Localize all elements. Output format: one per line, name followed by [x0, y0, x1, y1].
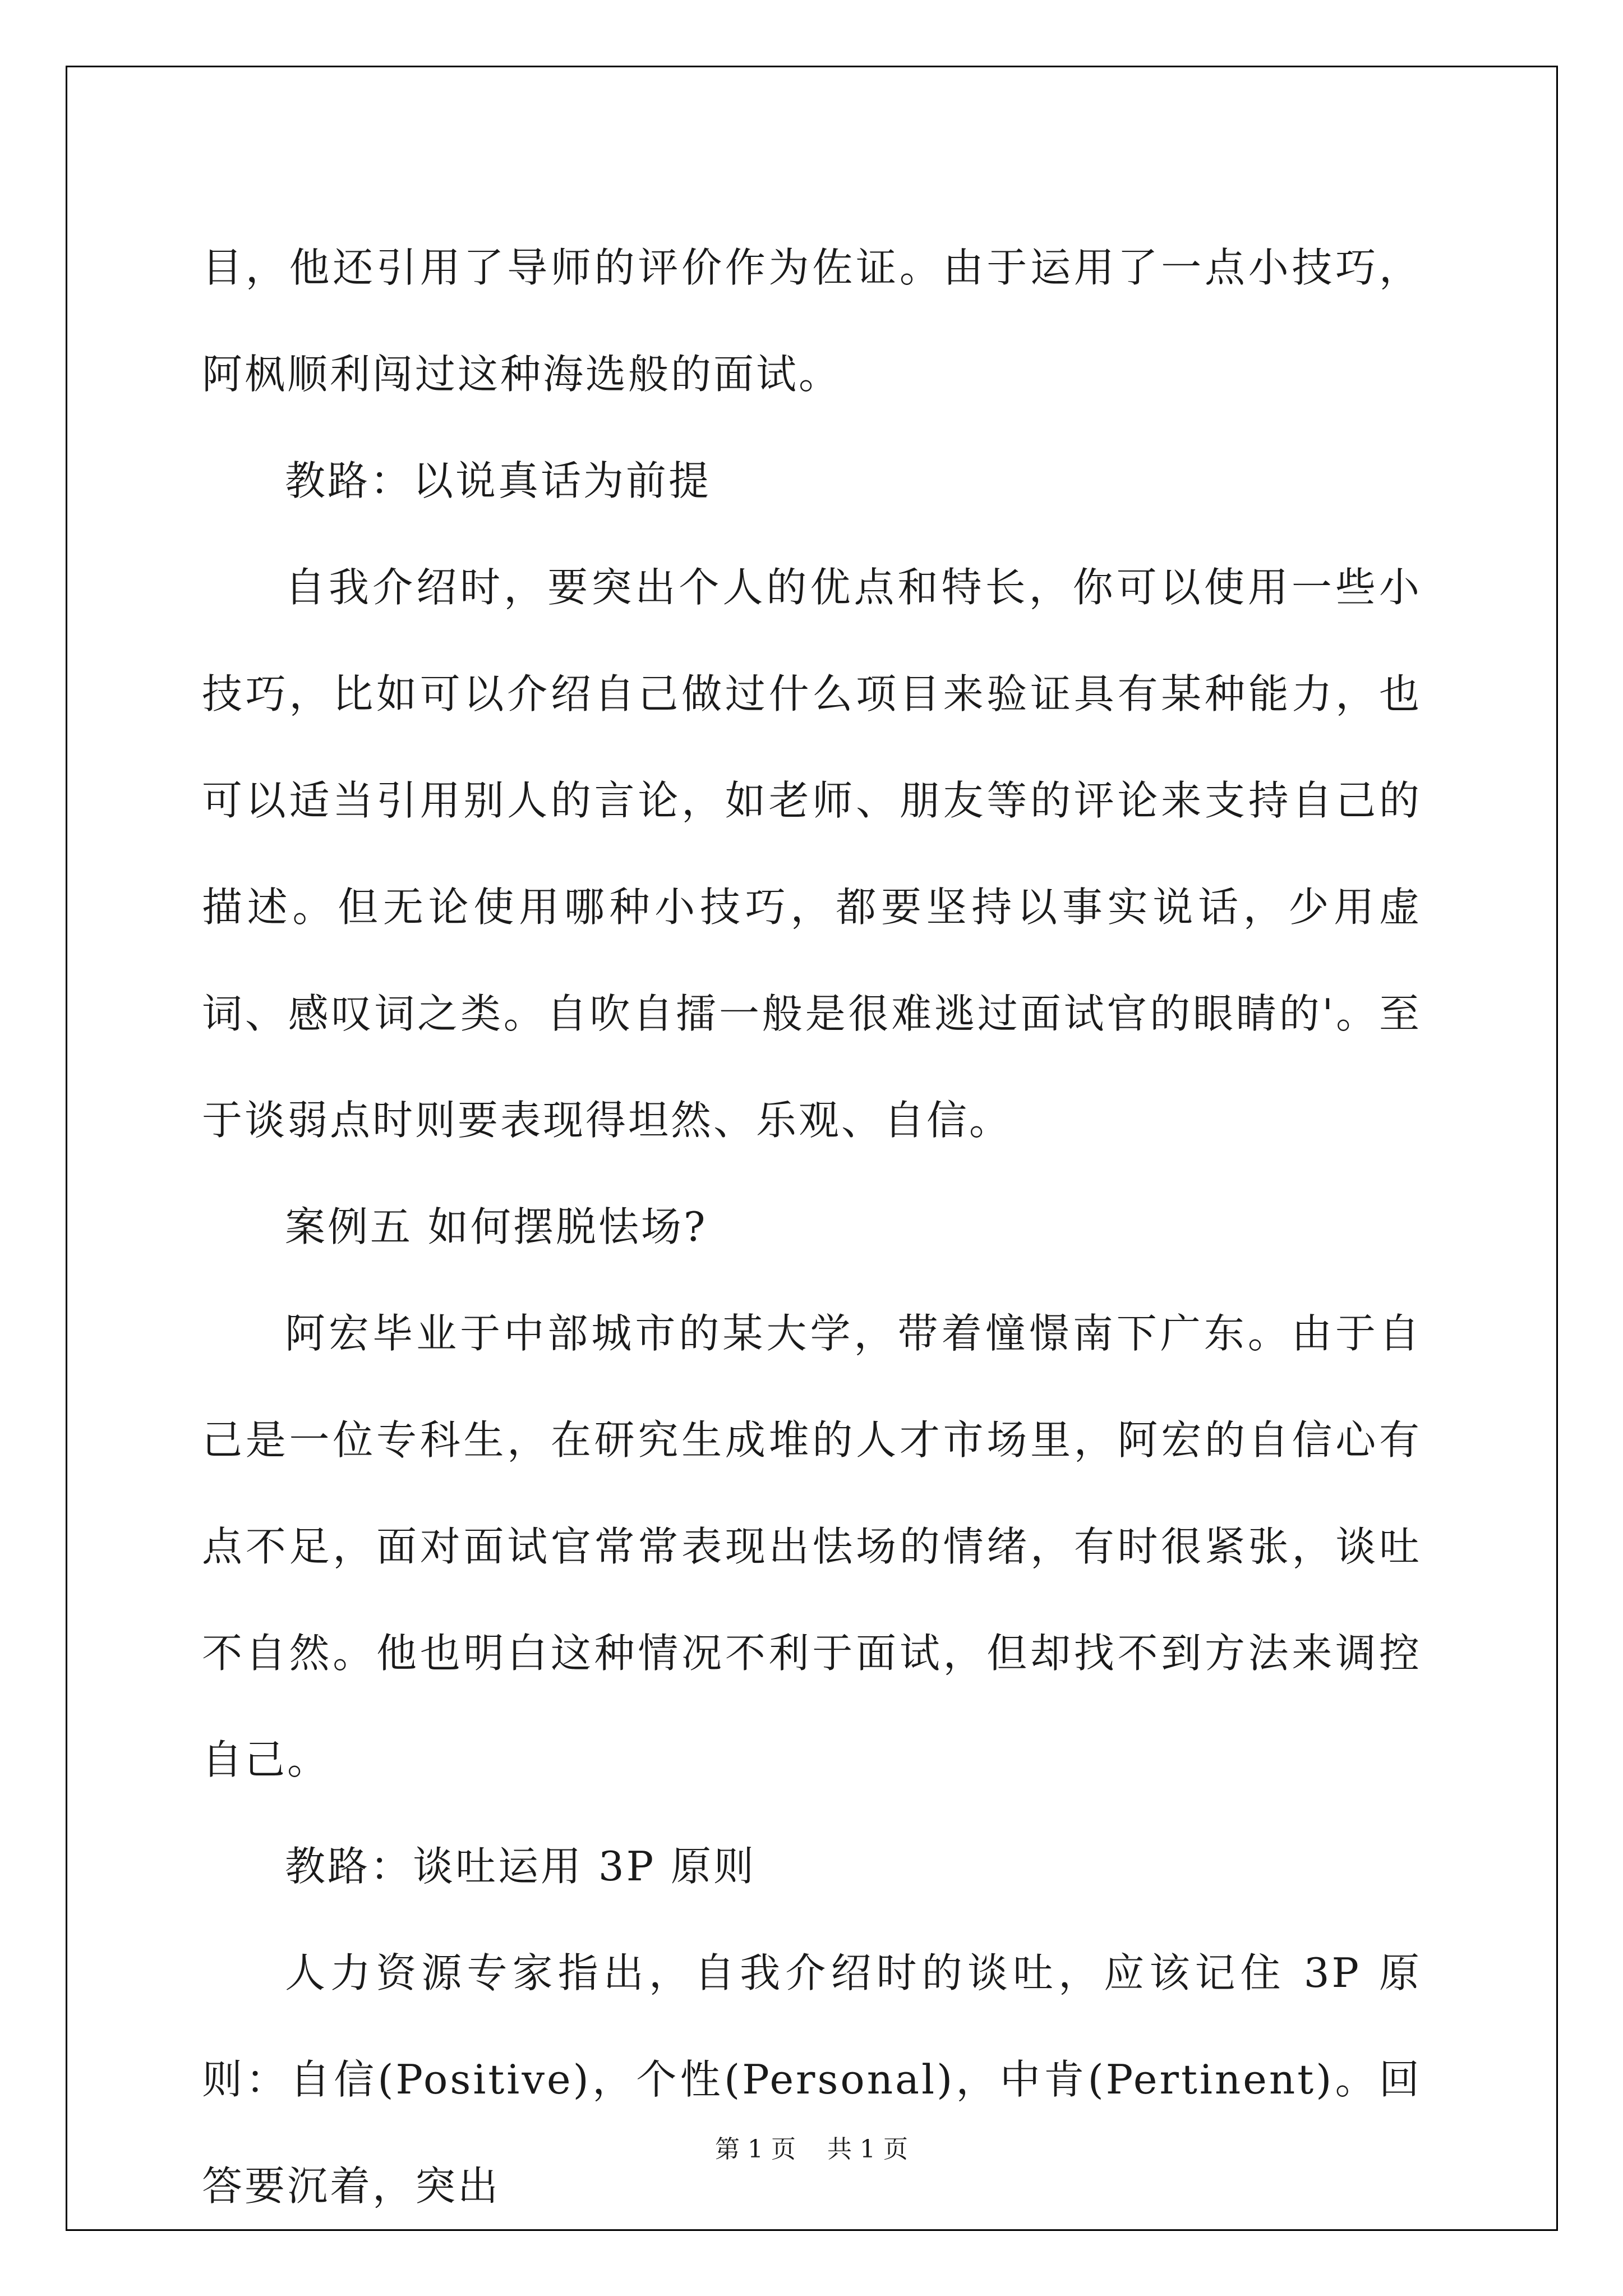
paragraph-heading: 教路：以说真话为前提 — [285, 457, 712, 504]
paragraph: 阿宏毕业于中部城市的某大学，带着憧憬南下广东。由于自己是一位专科生，在研究生成堆的人才市场里，阿宏的自信心有点不足，面对面试官常常表现出怯场的情绪，有时很紧张，谈吐不自然。他也明白这种情况不利于面试，但却找不到方法来调控自己。 — [202, 1310, 1422, 1783]
paragraph: 人力资源专家指出，自我介绍时的谈吐，应该记住 3P 原则：自信(Positive)，个性(Personal)，中肯(Pertinent)。回答要沉着，突出 — [202, 1949, 1422, 2210]
paragraph: 目，他还引用了导师的评价作为佐证。由于运用了一点小技巧，阿枫顺利闯过这种海选般的面试。 — [202, 244, 1422, 398]
document-body — [202, 214, 1422, 2239]
paragraph-heading: 教路：谈吐运用 3P 原则 — [285, 1843, 757, 1890]
page-number: 第 1 页 — [715, 2135, 796, 2164]
paragraph: 自我介绍时，要突出个人的优点和特长，你可以使用一些小技巧，比如可以介绍自己做过什么项目来验证具有某种能力，也可以适当引用别人的言论，如老师、朋友等的评论来支持自己的描述。但无论使用哪种小技巧，都要坚持以事实说话，少用虚词、感叹词之类。自吹自擂一般是很难逃过面试官的眼睛的'。至于谈弱点时则要表现得坦然、乐观、自信。 — [202, 564, 1422, 1144]
page-footer — [0, 2129, 1623, 2165]
page-total: 共 1 页 — [827, 2135, 908, 2164]
paragraph-heading: 案例五 如何摆脱怯场? — [285, 1203, 708, 1250]
